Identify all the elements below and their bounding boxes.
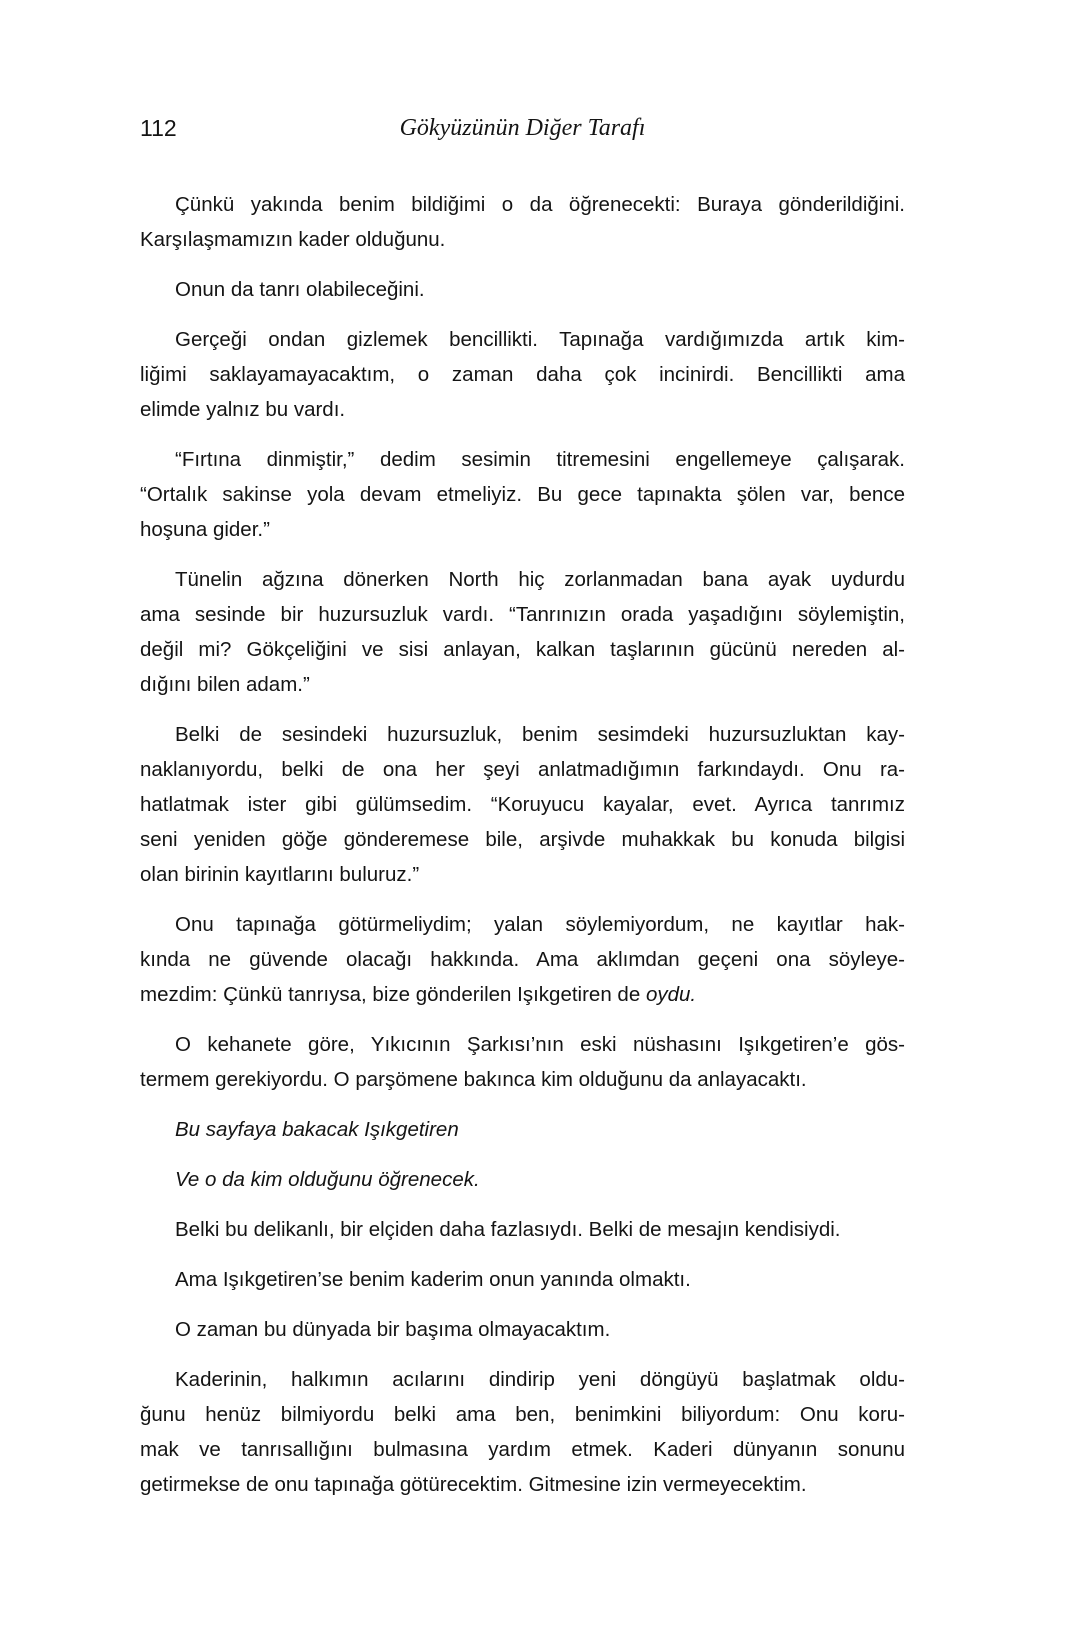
paragraph [140,1162,905,1197]
text-line-content: olan birinin kayıtlarını buluruz.” [140,863,420,886]
paragraph [140,322,905,427]
text-line [140,977,905,1012]
text-line [140,597,905,632]
text-line [140,1362,905,1397]
running-header [140,110,905,146]
paragraph [140,1262,905,1297]
text-line-content: getirmekse de onu tapınağa götürecektim. Gitmesine izin vermeyecektim. [140,1473,807,1496]
text-line-content: Kaderinin, halkımın acılarını dindirip yeni döngüyü başlatmak oldu- [175,1368,905,1391]
text-line-content: seni yeniden göğe gönderemese bile, arşivde muhakkak bu konuda bilgisi [140,828,905,851]
text-line [140,752,905,787]
text-line-content: Tünelin ağzına dönerken North hiç zorlanmadan bana ayak uydurdu [175,568,905,591]
text-line [140,857,905,892]
paragraph [140,1112,905,1147]
text-line [140,717,905,752]
text-line [140,822,905,857]
text-line-content: mak ve tanrısallığını bulmasına yardım etmek. Kaderi dünyanın sonunu [140,1438,905,1461]
text-line-content: termem gerekiyordu. O parşömene bakınca kim olduğunu da anlayacaktı. [140,1068,807,1091]
text-line-content: Onu tapınağa götürmeliydim; yalan söylemiyordum, ne kayıtlar hak- [175,913,905,936]
text-line [140,942,905,977]
text-line-content: dığını bilen adam.” [140,673,310,696]
text-line-content: Onun da tanrı olabileceğini. [175,278,425,301]
text-line-content: kında ne güvende olacağı hakkında. Ama aklımdan geçeni ona söyleye- [140,948,905,971]
text-line-content: Gerçeği ondan gizlemek bencillikti. Tapınağa vardığımızda artık kim- [175,328,905,351]
text-line-content: Bu sayfaya bakacak Işıkgetiren [175,1118,459,1141]
text-line-content: O zaman bu dünyada bir başıma olmayacaktım. [175,1318,611,1341]
text-line-content: “Fırtına dinmiştir,” dedim sesimin titremesini engellemeye çalışarak. [175,448,905,471]
text-line [140,1062,905,1097]
body-text [140,187,905,1517]
text-line [140,562,905,597]
paragraph [140,562,905,702]
text-line-content: elimde yalnız bu vardı. [140,398,346,421]
text-line [140,1112,905,1147]
text-line [140,667,905,702]
paragraph [140,442,905,547]
text-line [140,1397,905,1432]
text-line [140,787,905,822]
italic-emphasis: oydu. [645,983,697,1006]
paragraph [140,907,905,1012]
text-line [140,477,905,512]
text-line [140,1162,905,1197]
text-line-content: ğunu henüz bilmiyordu belki ama ben, benimkini biliyordum: Onu koru- [140,1403,905,1426]
text-line [140,322,905,357]
text-line-content: Belki bu delikanlı, bir elçiden daha fazlasıydı. Belki de mesajın kendisiydi. [175,1218,841,1241]
text-line-content: mezdim: Çünkü tanrıysa, bize gönderilen Işıkgetiren de [140,983,646,1006]
text-line-content: O kehanete göre, Yıkıcının Şarkısı’nın eski nüshasını Işıkgetiren’e gös- [175,1033,905,1056]
text-line [140,272,905,307]
text-line [140,357,905,392]
text-line-content: Belki de sesindeki huzursuzluk, benim sesimdeki huzursuzluktan kay- [175,723,905,746]
paragraph [140,272,905,307]
text-line [140,222,905,257]
paragraph [140,1212,905,1247]
paragraph [140,717,905,892]
paragraph [140,187,905,257]
text-line-content: liğimi saklayamayacaktım, o zaman daha çok incinirdi. Bencillikti ama [140,363,905,386]
running-title: Gökyüzünün Diğer Tarafı [399,115,646,141]
page-number: 112 [140,115,177,141]
text-line-content: hoşuna gider.” [140,518,270,541]
paragraph [140,1312,905,1347]
text-line [140,1262,905,1297]
text-line-content: Ve o da kim olduğunu öğrenecek. [175,1168,480,1191]
text-line [140,392,905,427]
text-line-content: ama sesinde bir huzursuzluk vardı. “Tanrınızın orada yaşadığını söylemiştin, [140,603,905,626]
paragraph [140,1027,905,1097]
text-line-content: “Ortalık sakinse yola devam etmeliyiz. Bu gece tapınakta şölen var, bence [140,483,905,506]
text-line [140,632,905,667]
text-line-content: hatlatmak ister gibi gülümsedim. “Koruyucu kayalar, evet. Ayrıca tanrımız [140,793,905,816]
text-line [140,187,905,222]
paragraph [140,1362,905,1502]
text-line [140,1467,905,1502]
text-line-content: Karşılaşmamızın kader olduğunu. [140,228,446,251]
text-line [140,1432,905,1467]
text-line [140,907,905,942]
text-line [140,442,905,477]
text-line [140,1312,905,1347]
text-line [140,1027,905,1062]
text-line-content: değil mi? Gökçeliğini ve sisi anlayan, kalkan taşlarının gücünü nereden al- [140,638,905,661]
text-line-content: Çünkü yakında benim bildiğimi o da öğrenecekti: Buraya gönderildiğini. [175,193,905,216]
text-line-content: Ama Işıkgetiren’se benim kaderim onun yanında olmaktı. [175,1268,691,1291]
text-line-content: naklanıyordu, belki de ona her şeyi anlatmadığımın farkındaydı. Onu ra- [140,758,905,781]
text-line [140,512,905,547]
text-line [140,1212,905,1247]
